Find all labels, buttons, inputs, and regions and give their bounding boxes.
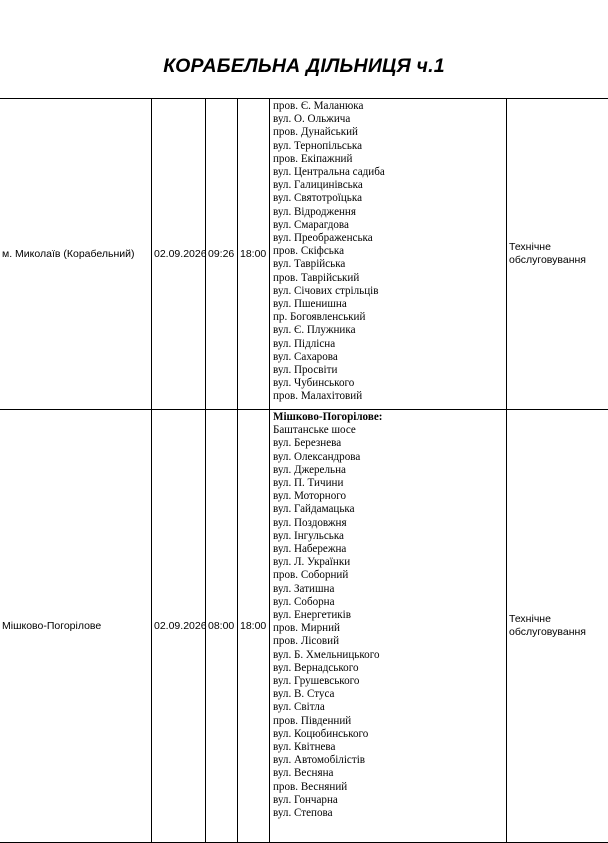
street-item: вул. Грушевського bbox=[273, 675, 504, 688]
street-item: пр. Богоявленський bbox=[273, 311, 504, 324]
street-item: вул. Поздовжня bbox=[273, 517, 504, 530]
location-cell: м. Миколаїв (Корабельний) bbox=[0, 99, 152, 410]
street-item: вул. Б. Хмельницького bbox=[273, 649, 504, 662]
street-item: вул. Гайдамацька bbox=[273, 503, 504, 516]
street-item: вул. Таврійська bbox=[273, 258, 504, 271]
street-list bbox=[273, 100, 504, 404]
street-item: вул. Гончарна bbox=[273, 794, 504, 807]
location-cell: Мішково-Погорілове bbox=[0, 410, 152, 843]
street-list bbox=[273, 411, 504, 820]
street-item: пров. Мирний bbox=[273, 622, 504, 635]
street-item: вул. Набережна bbox=[273, 543, 504, 556]
street-item: вул. Вернадського bbox=[273, 662, 504, 675]
street-item: вул. Степова bbox=[273, 807, 504, 820]
work-type-cell: Технічне обслуговування bbox=[507, 99, 608, 410]
street-item: вул. Сахарова bbox=[273, 351, 504, 364]
street-item: вул. Світла bbox=[273, 701, 504, 714]
streets-cell bbox=[270, 410, 507, 843]
street-item: пров. Дунайський bbox=[273, 126, 504, 139]
street-item: вул. В. Стуса bbox=[273, 688, 504, 701]
street-item: вул. Квітнева bbox=[273, 741, 504, 754]
street-item: вул. Джерельна bbox=[273, 464, 504, 477]
street-item: вул. Моторного bbox=[273, 490, 504, 503]
street-item: вул. Коцюбинського bbox=[273, 728, 504, 741]
street-item: пров. Весняний bbox=[273, 781, 504, 794]
street-item: вул. Тернопільська bbox=[273, 140, 504, 153]
outage-schedule-table bbox=[0, 98, 608, 843]
street-item: пров. Скіфська bbox=[273, 245, 504, 258]
street-item: вул. Соборна bbox=[273, 596, 504, 609]
street-item: вул. Березнева bbox=[273, 437, 504, 450]
street-item: пров. Соборний bbox=[273, 569, 504, 582]
work-type-cell: Технічне обслуговування bbox=[507, 410, 608, 843]
street-item: вул. Чубинського bbox=[273, 377, 504, 390]
street-item: пров. Екіпажний bbox=[273, 153, 504, 166]
end-time-cell: 18:00 bbox=[238, 410, 270, 843]
street-item: вул. Січових стрільців bbox=[273, 285, 504, 298]
street-item: вул. Автомобілістів bbox=[273, 754, 504, 767]
street-list-heading: Мішково-Погорілове: bbox=[273, 411, 504, 424]
street-item: вул. О. Ольжича bbox=[273, 113, 504, 126]
street-item: вул. Преображенська bbox=[273, 232, 504, 245]
street-item: пров. Таврійський bbox=[273, 272, 504, 285]
street-item: вул. Енергетиків bbox=[273, 609, 504, 622]
street-item: вул. Підлісна bbox=[273, 338, 504, 351]
date-cell: 02.09.2026 bbox=[152, 410, 206, 843]
document-title: КОРАБЕЛЬНА ДІЛЬНИЦЯ ч.1 bbox=[0, 55, 608, 78]
street-item: вул. Відродження bbox=[273, 206, 504, 219]
street-item: вул. Центральна садиба bbox=[273, 166, 504, 179]
start-time-cell: 08:00 bbox=[206, 410, 238, 843]
street-item: вул. Смарагдова bbox=[273, 219, 504, 232]
streets-cell bbox=[270, 99, 507, 410]
street-item: вул. Олександрова bbox=[273, 451, 504, 464]
street-item: вул. Л. Українки bbox=[273, 556, 504, 569]
street-item: вул. Інгульська bbox=[273, 530, 504, 543]
street-item: вул. Є. Плужника bbox=[273, 324, 504, 337]
date-cell: 02.09.2026 bbox=[152, 99, 206, 410]
street-item: вул. Весняна bbox=[273, 767, 504, 780]
street-item: Баштанське шосе bbox=[273, 424, 504, 437]
street-item: вул. Затишна bbox=[273, 583, 504, 596]
table-row bbox=[0, 99, 608, 410]
street-item: пров. Є. Маланюка bbox=[273, 100, 504, 113]
street-item: вул. Галицинівська bbox=[273, 179, 504, 192]
table-row bbox=[0, 410, 608, 843]
street-item: вул. Пшенишна bbox=[273, 298, 504, 311]
street-item: пров. Південний bbox=[273, 715, 504, 728]
street-item: вул. Просвіти bbox=[273, 364, 504, 377]
end-time-cell: 18:00 bbox=[238, 99, 270, 410]
street-item: пров. Лісовий bbox=[273, 635, 504, 648]
street-item: вул. Святотроїцька bbox=[273, 192, 504, 205]
start-time-cell: 09:26 bbox=[206, 99, 238, 410]
street-item: пров. Малахітовий bbox=[273, 390, 504, 403]
street-item: вул. П. Тичини bbox=[273, 477, 504, 490]
